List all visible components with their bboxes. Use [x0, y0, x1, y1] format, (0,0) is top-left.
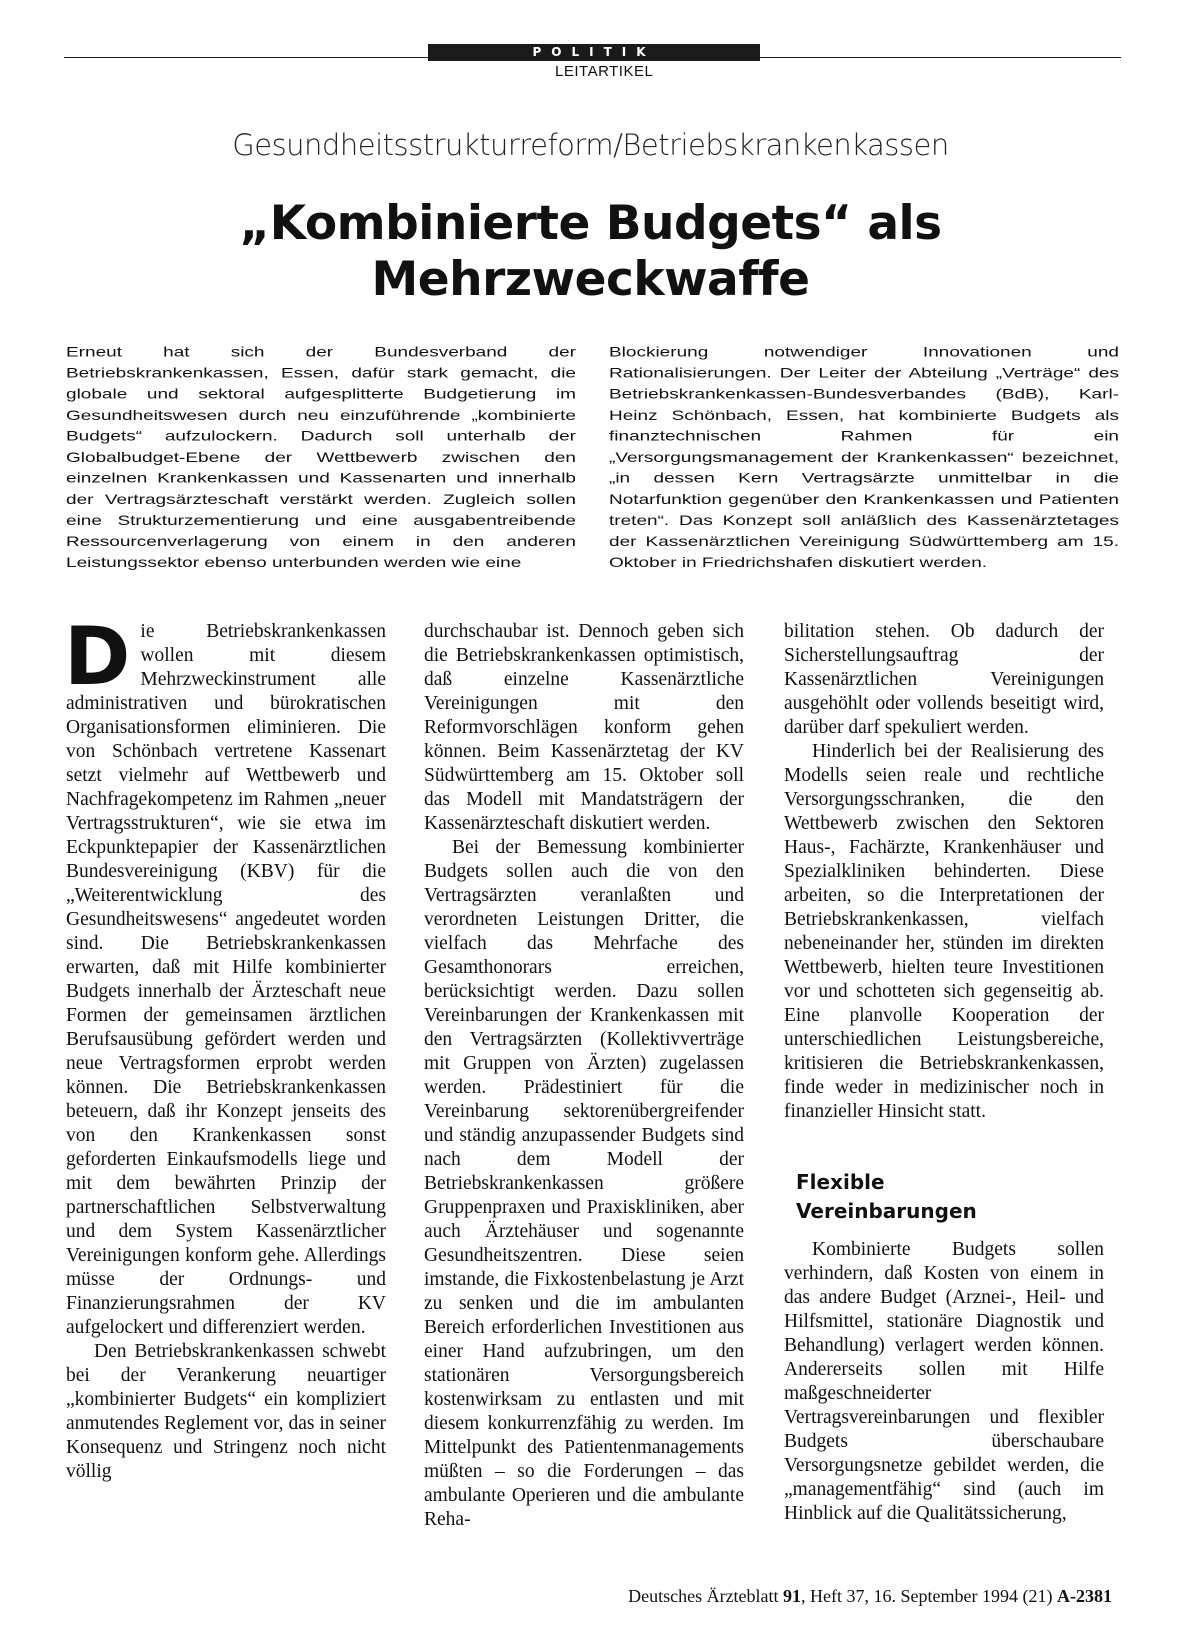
body-column-2 [424, 620, 744, 1532]
section-subheading [796, 1168, 1104, 1226]
page-number: A-2381 [1057, 1586, 1112, 1606]
body-paragraph: Kombinierte Budgets sollen verhindern, daß Kosten von einem in das andere Budget (Arznei-, Heil- und Hilfsmittel, stationäre Diagnostik und Behandlung) verlagert werden können. Andererseits sollen mit Hilfe maßgeschneiderter Vertragsvereinbarungen und flexibler Budgets überschaubare Versorgungsnetze gebildet werden, die „managementfähig“ sind (auch im Hinblick auf die Qualitätssicherung, [784, 1239, 1104, 1524]
headline-line-2: Mehrzweckwaffe [371, 252, 810, 307]
lead-paragraph-right: Blockierung notwendiger Innovationen und Rationalisierungen. Der Leiter der Abteilung „Verträge“ des Betriebskrankenkassen-Bundesverbandes (BdB), Karl-Heinz Schönbach, Essen, hat kombinierte Budgets als finanztechnischen Rahmen für ein „Versorgungsmanagement der Krankenkassen“ bezeichnet, „in dessen Kern Vertragsärzte unmittelbar in die Notarfunktion gegenüber den Krankenkassen und Patienten treten“. Das Konzept soll anläßlich des Kassenärztetages der Kassenärztlichen Vereinigung Südwürttemberg am 15. Oktober in Friedrichshafen diskutiert werden. [609, 344, 1119, 571]
section-label: POLITIK [428, 44, 760, 61]
page-footer [0, 1586, 1112, 1607]
subheading-line-2: Vereinbarungen [796, 1199, 977, 1223]
body-paragraph: Hinderlich bei der Realisierung des Modells seien reale und rechtliche Versorgungsschranken, die den Wettbewerb zwischen den Sektoren Haus-, Fachärzte, Krankenhäuser und Spezialkliniken behinderten. Diese arbeiten, so die Interpretationen der Betriebskrankenkassen, vielfach nebeneinander her, stünden im direkten Wettbewerb, hielten teure Investitionen vor und schotteten sich gegenseitig ab. Eine planvolle Kooperation der unterschiedlichen Leistungsbereiche, kritisieren die Betriebskrankenkassen, finde weder in medizinischer noch in finanzieller Hinsicht statt. [784, 741, 1104, 1122]
subsection-label: LEITARTIKEL [555, 63, 654, 80]
subheading-line-1: Flexible [796, 1170, 885, 1194]
body-paragraph: bilitation stehen. Ob dadurch der Sicherstellungsauftrag der Kassenärztlichen Vereinigungen ausgehöhlt oder vollends beseitigt wird, darüber darf spekuliert werden. [784, 621, 1104, 738]
issue-info: , Heft 37, 16. September 1994 (21) [801, 1586, 1053, 1606]
lead-paragraph-left: Erneut hat sich der Bundesverband der Betriebskrankenkassen, Essen, dafür stark gemacht, die globale und sektoral aufgesplitterte Budgetierung im Gesundheitswesen durch neu einzuführende „kombinierte Budgets“ aufzulockern. Dadurch soll unterhalb der Globalbudget-Ebene der Wettbewerb zwischen den einzelnen Krankenkassen und Kassenarten und innerhalb der Vertragsärzteschaft verstärkt werden. Zugleich sollen eine Strukturzementierung und eine ausgabentreibende Ressourcenverlagerung von einem in den anderen Leistungssektor ebenso unterbunden werden wie eine [66, 344, 576, 571]
journal-name: Deutsches Ärzteblatt [628, 1586, 779, 1606]
body-paragraph: durchschaubar ist. Dennoch geben sich die Betriebskrankenkassen optimistisch, daß einzelne Kassenärztliche Vereinigungen mit den Reformvorschlägen konform gehen können. Beim Kassenärztetag der KV Südwürttemberg am 15. Oktober soll das Modell mit Mandatsträgern der Kassenärzteschaft diskutiert werden. [424, 621, 744, 834]
body-column-1 [64, 610, 386, 1484]
body-paragraph: Den Betriebskrankenkassen schwebt bei der Verankerung neuartiger „kombinierter Budgets“ ein kompliziert anmutendes Reglement vor, das in seiner Konsequenz und Stringenz noch nicht völlig [66, 1341, 386, 1482]
journal-volume: 91 [783, 1586, 802, 1606]
drop-cap: D [64, 610, 131, 703]
paragraph-text: ie Betriebskrankenkassen wollen mit diesem Mehrzweckinstrument alle administrativen und bürokratischen Organisationsformen eliminieren. Die von Schönbach vertretene Kassenart setzt vielmehr auf Wettbewerb und Nachfragekompetenz im Rahmen „neuer Vertragsstrukturen“, wie sie etwa im Eckpunktepapier der Kassenärztlichen Bundesvereinigung (KBV) für die „Weiterentwicklung des Gesundheitswesens“ angedeutet worden sind. Die Betriebskrankenkassen erwarten, daß mit Hilfe kombinierter Budgets innerhalb der Ärzteschaft neue Formen der gemeinsamen ärztlichen Berufsausübung gefördert werden und neue Vertragsformen erprobt werden können. Die Betriebskrankenkassen beteuern, daß ihr Konzept jenseits des von den Krankenkassen sonst geforderten Einkaufsmodells liege und mit dem bewährten Prinzip der partnerschaftlichen Selbstverwaltung und dem System Kassenärztlicher Vereinigungen konform gehe. Allerdings müsse der Ordnungs- und Finanzierungsrahmen der KV aufgelockert und differenziert werden. [66, 621, 386, 1338]
article-kicker: Gesundheitsstrukturreform/Betriebskrankenkassen [232, 128, 949, 162]
article-headline [0, 196, 1181, 308]
body-paragraph [64, 610, 386, 1340]
headline-line-1: „Kombinierte Budgets“ als [239, 196, 942, 251]
body-column-3 [784, 620, 1104, 1526]
body-paragraph: Bei der Bemessung kombinierter Budgets sollen auch die von den Vertragsärzten veranlaßten und verordneten Leistungen Dritter, die vielfach das Mehrfache des Gesamthonorars erreichen, berücksichtigt werden. Dazu sollen Vereinbarungen der Krankenkassen mit den Vertragsärzten (Kollektivverträge mit Gruppen von Ärzten) zugelassen werden. Prädestiniert für die Vereinbarung sektorenübergreifender und ständig anzupassender Budgets sind nach dem Modell der Betriebskrankenkassen größere Gruppenpraxen und Praxiskliniken, aber auch Ärztehäuser und sogenannte Gesundheitszentren. Diese seien imstande, die Fixkostenbelastung je Arzt zu senken und die im ambulanten Bereich erforderlichen Investitionen aus einer Hand aufzubringen, um den stationären Versorgungsbereich kostenwirksam zu entlasten und mit diesem konkurrenzfähig zu werden. Im Mittelpunkt des Patientenmanagements müßten – so die Forderungen – das ambulante Operieren und die ambulante Reha- [424, 837, 744, 1530]
